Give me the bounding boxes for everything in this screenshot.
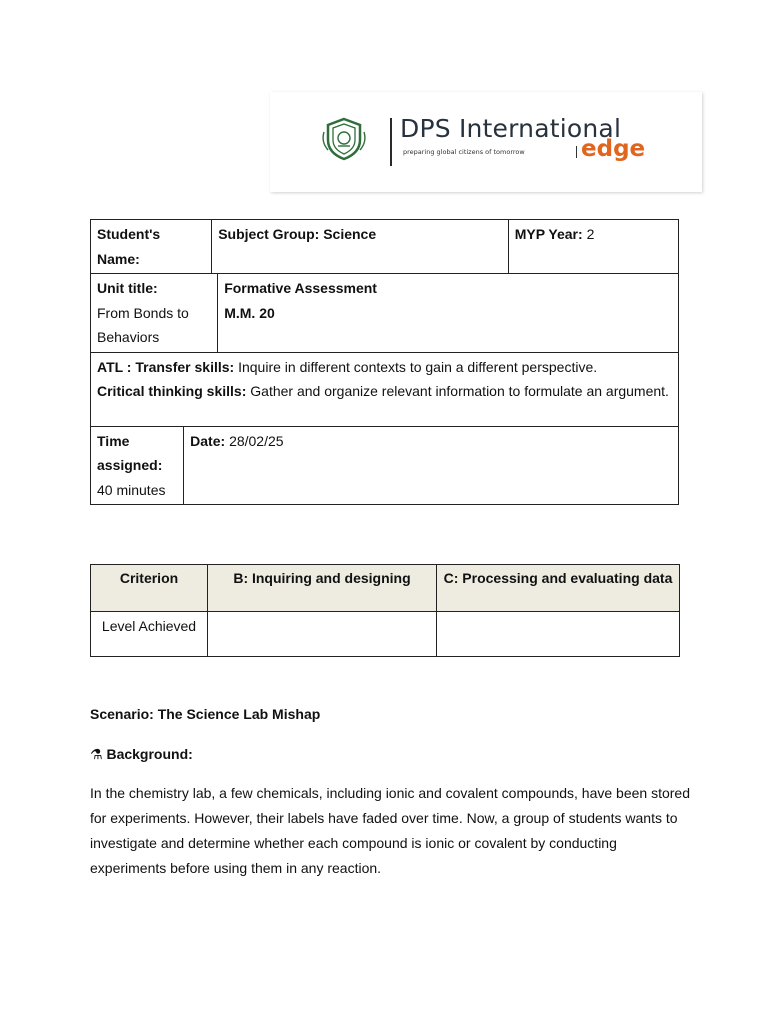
brand-edge: edge — [581, 136, 646, 162]
time-value: 40 minutes — [97, 481, 166, 498]
critical-thinking-text: Gather and organize relevant information to formulate an argument. — [250, 383, 669, 399]
student-name-label: Student's Name: — [91, 220, 212, 274]
criterion-c-header: C: Processing and evaluating data — [437, 565, 680, 612]
assessment-cell — [218, 274, 679, 353]
brand-name: DPS International — [400, 114, 622, 143]
assessment-title: Formative Assessment — [224, 280, 377, 296]
brand-divider — [390, 118, 392, 166]
flask-icon: ⚗ — [90, 747, 103, 763]
brand-tagline: preparing global citizens of tomorrow — [403, 148, 525, 156]
time-label: Time assigned: — [97, 432, 163, 473]
max-marks: M.M. 20 — [224, 304, 275, 321]
table-row — [91, 612, 680, 657]
student-info-table — [90, 219, 679, 505]
scenario-title: Scenario: The Science Lab Mishap — [90, 706, 321, 722]
table-row — [91, 220, 679, 274]
unit-title-cell — [91, 274, 218, 353]
time-cell — [91, 426, 184, 505]
school-logo-banner — [270, 92, 702, 192]
background-heading: Background: — [106, 746, 193, 762]
myp-year-label: MYP Year: — [514, 226, 583, 242]
atl-label: ATL : Transfer skills: — [97, 358, 235, 375]
criterion-b-level-cell[interactable] — [208, 612, 437, 657]
background-heading-line — [90, 742, 690, 768]
tagline-separator — [576, 146, 577, 158]
criterion-table — [90, 564, 680, 657]
atl-cell — [91, 352, 679, 426]
criterion-c-level-cell[interactable] — [437, 612, 680, 657]
background-paragraph: In the chemistry lab, a few chemicals, including ionic and covalent compounds, have been stored for experiments. However, their labels have faded over time. Now, a group of students wants to investigate and determine whether each compound is ionic or covalent by conducting experiments before using them in any reaction. — [90, 785, 691, 876]
date-label: Date: — [190, 432, 226, 449]
unit-title-value: From Bonds to Behaviors — [97, 304, 189, 345]
date-value: 28/02/25 — [229, 432, 284, 449]
atl-text: Inquire in different contexts to gain a different perspective. — [238, 358, 598, 375]
subject-group-label: Subject Group: Science — [212, 220, 508, 274]
table-row — [91, 274, 679, 353]
table-row — [91, 565, 680, 612]
date-cell — [184, 426, 679, 505]
level-achieved-label: Level Achieved — [91, 612, 208, 657]
myp-year-value: 2 — [586, 226, 595, 242]
unit-title-label: Unit title: — [97, 280, 158, 296]
table-row — [91, 426, 679, 505]
criterion-b-header: B: Inquiring and designing — [208, 565, 437, 612]
critical-thinking-label: Critical thinking skills: — [97, 383, 247, 399]
criterion-header: Criterion — [91, 565, 208, 612]
school-crest-icon — [320, 116, 368, 162]
myp-year-cell — [508, 220, 678, 274]
table-row — [91, 352, 679, 426]
